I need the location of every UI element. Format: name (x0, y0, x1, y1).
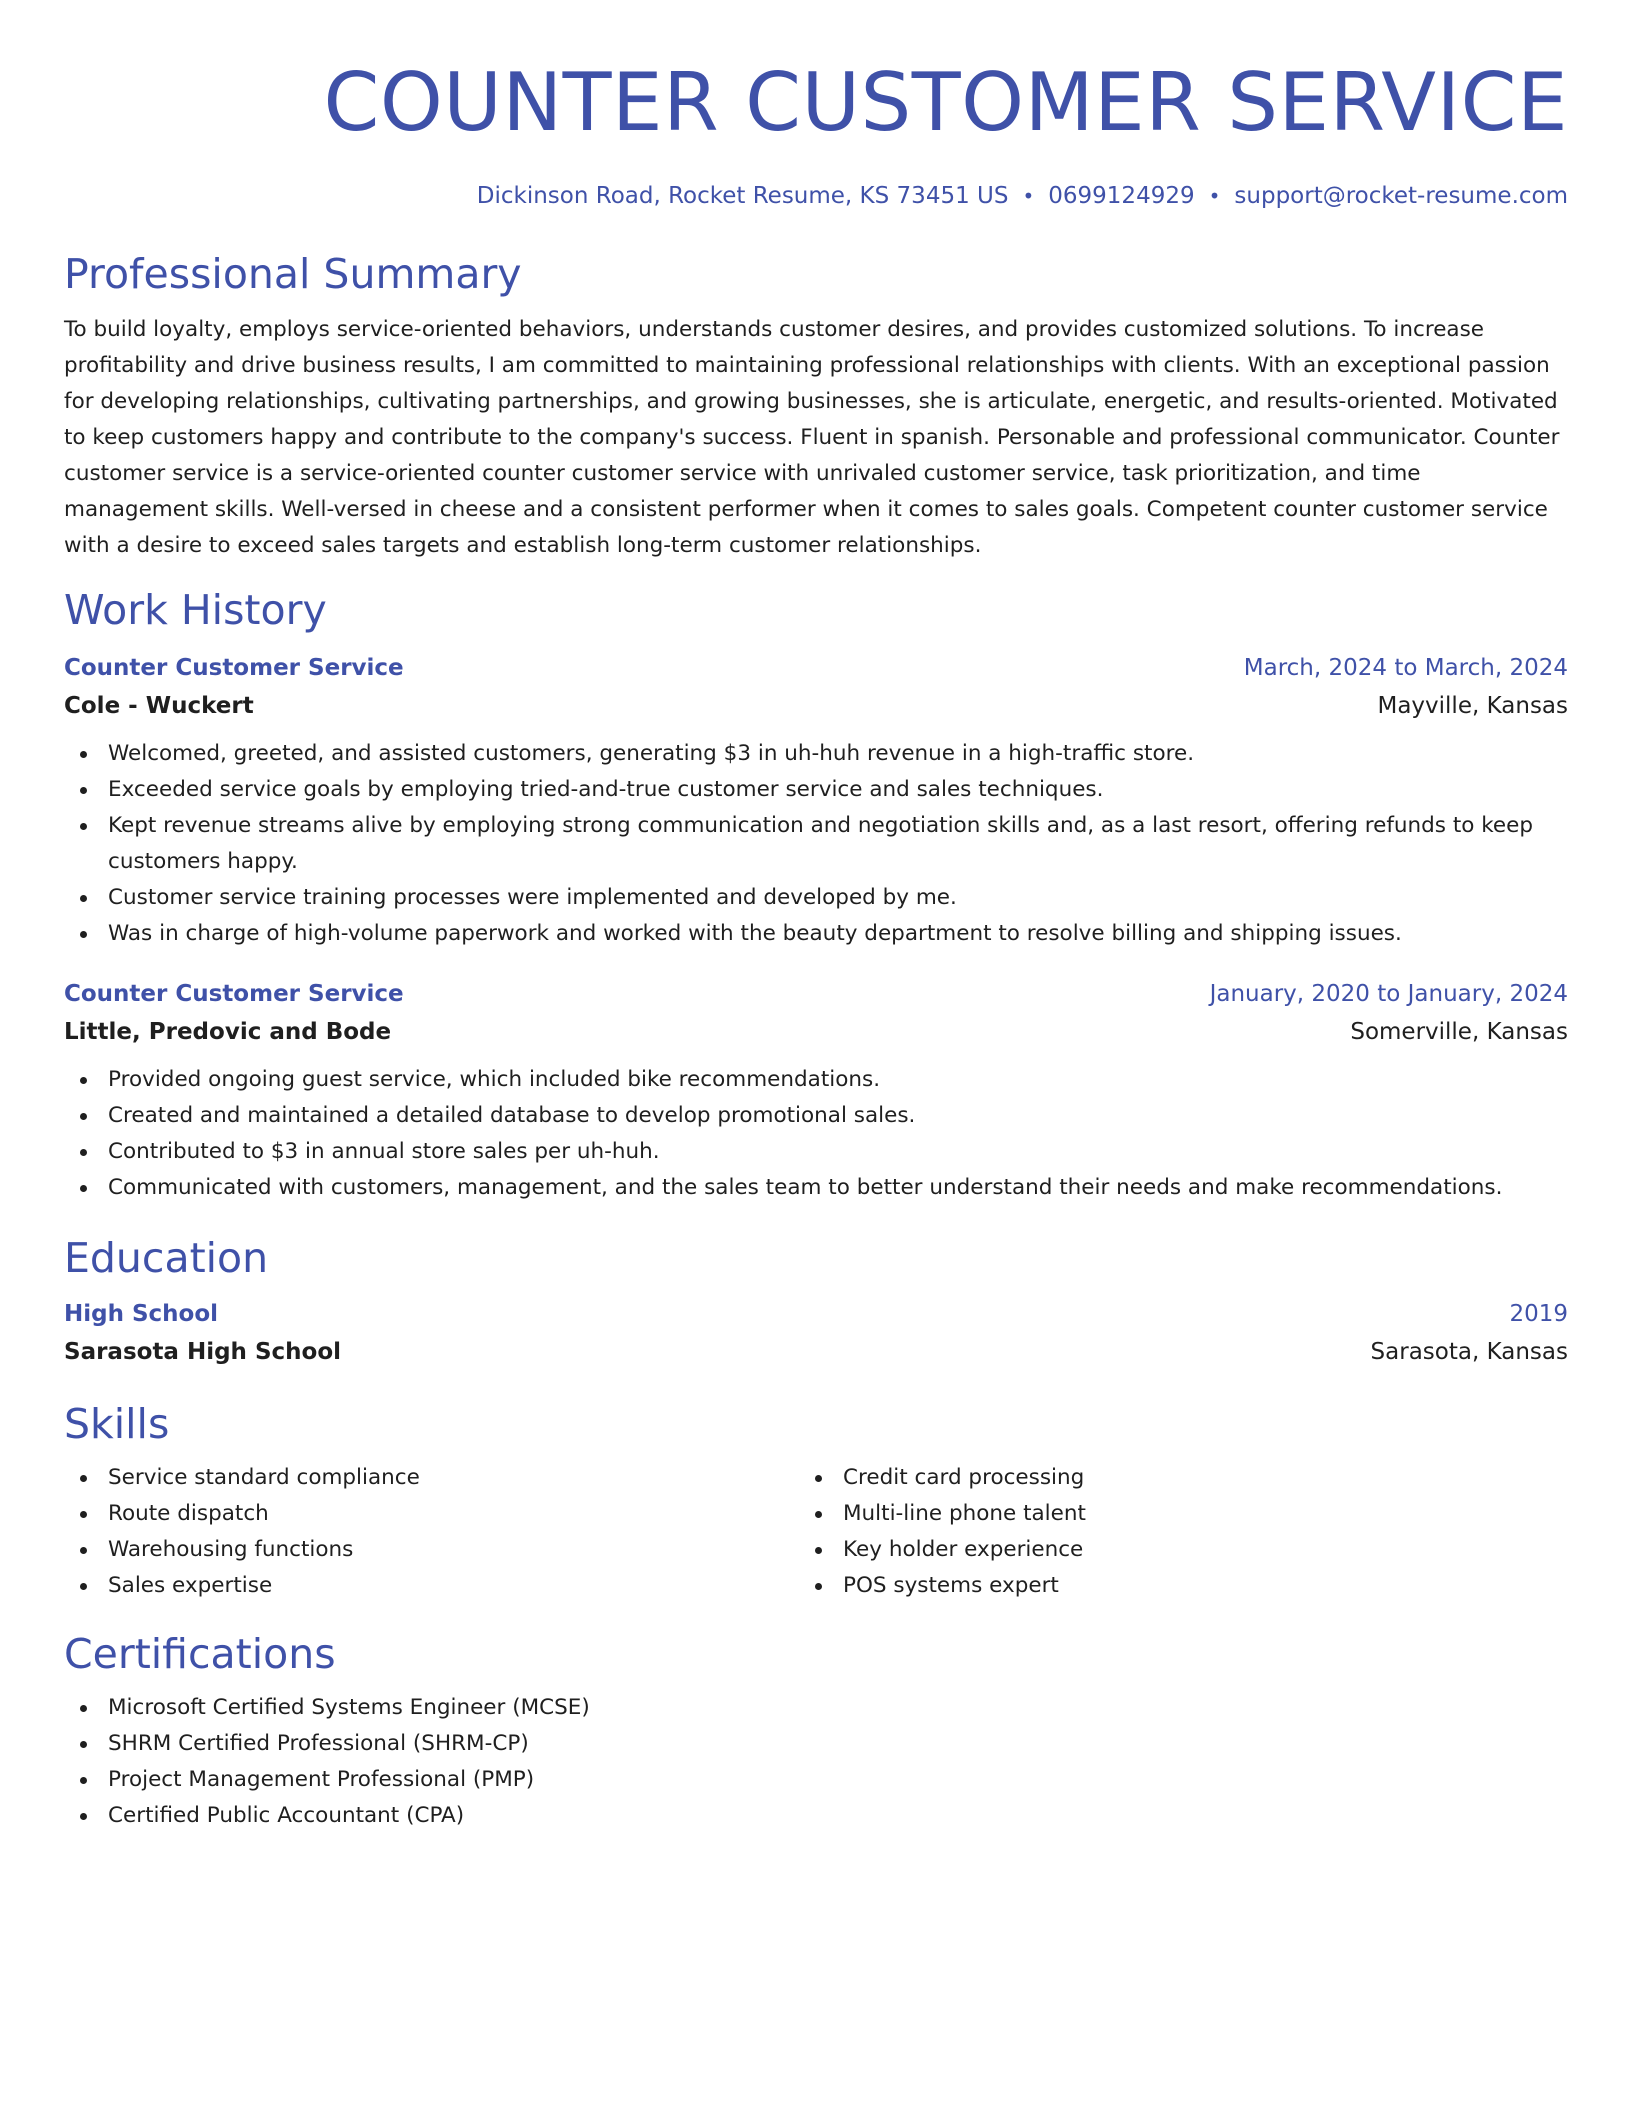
bullet-icon (815, 1583, 822, 1590)
job-role: Counter Customer Service (64, 655, 404, 681)
certification-text: Microsoft Certified Systems Engineer (MCSE) (108, 1695, 590, 1720)
list-item (64, 916, 1568, 952)
list-item (64, 1134, 1568, 1170)
skill-text: Sales expertise (108, 1573, 273, 1598)
list-item-text: Customer service training processes were implemented and developed by me. (108, 885, 957, 910)
bullet-icon (815, 1547, 822, 1554)
education-school: Sarasota High School (64, 1339, 341, 1365)
list-item (64, 1798, 1568, 1834)
job-company-row (64, 686, 1568, 726)
job-header-row (64, 976, 1568, 1012)
job-bullet-list (64, 1062, 1568, 1206)
list-item-text: Welcomed, greeted, and assisted customers, generating $3 in uh-huh revenue in a high-traffic store. (108, 741, 1195, 766)
education-header-row (64, 1296, 1568, 1332)
bullet-icon (80, 931, 87, 938)
list-item (64, 736, 1568, 772)
job-role: Counter Customer Service (64, 981, 404, 1007)
list-item-text: Created and maintained a detailed database to develop promotional sales. (108, 1103, 916, 1128)
skills-heading: Skills (64, 1400, 170, 1448)
list-item (64, 1062, 1568, 1098)
skill-text: Warehousing functions (108, 1537, 354, 1562)
list-item-text: Was in charge of high-volume paperwork and worked with the beauty department to resolve billing and shipping issues. (108, 921, 1402, 946)
list-item (799, 1460, 1534, 1496)
bullet-icon (80, 1813, 87, 1820)
list-item (64, 1690, 1568, 1726)
job-company: Little, Predovic and Bode (64, 1019, 392, 1045)
bullet-icon (80, 895, 87, 902)
education-entry (64, 1296, 1568, 1372)
job-header-row (64, 650, 1568, 686)
job-entry (64, 650, 1568, 952)
job-dates: March, 2024 to March, 2024 (1243, 655, 1568, 681)
skills-list (799, 1460, 1534, 1604)
contact-separator: • (1022, 184, 1035, 208)
contact-email: support@rocket-resume.com (1234, 183, 1568, 209)
skill-text: POS systems expert (843, 1573, 1059, 1598)
skill-text: Route dispatch (108, 1501, 269, 1526)
job-company-row (64, 1012, 1568, 1052)
bullet-icon (80, 823, 87, 830)
bullet-icon (80, 787, 87, 794)
job-entry (64, 976, 1568, 1206)
bullet-icon (80, 1511, 87, 1518)
skills-column-right (799, 1460, 1534, 1604)
contact-separator: • (1208, 184, 1221, 208)
list-item (64, 1532, 799, 1568)
bullet-icon (80, 1583, 87, 1590)
list-item (799, 1532, 1534, 1568)
job-company: Cole - Wuckert (64, 693, 254, 719)
certifications-list (64, 1690, 1568, 1834)
bullet-icon (815, 1511, 822, 1518)
list-item (64, 1460, 799, 1496)
bullet-icon (80, 1741, 87, 1748)
bullet-icon (815, 1475, 822, 1482)
skill-text: Service standard compliance (108, 1465, 420, 1490)
list-item (64, 772, 1568, 808)
skill-text: Multi-line phone talent (843, 1501, 1086, 1526)
bullet-icon (80, 1149, 87, 1156)
bullet-icon (80, 1077, 87, 1084)
education-location: Sarasota, Kansas (1370, 1339, 1568, 1365)
skills-list (64, 1460, 799, 1604)
list-item-text: Exceeded service goals by employing tried-and-true customer service and sales techniques. (108, 777, 1104, 802)
bullet-icon (80, 751, 87, 758)
bullet-icon (80, 1705, 87, 1712)
list-item (64, 880, 1568, 916)
job-dates: January, 2020 to January, 2024 (1209, 981, 1568, 1007)
education-school-row (64, 1332, 1568, 1372)
list-item-text: Communicated with customers, management, and the sales team to better understand their needs and make recommendations. (108, 1175, 1503, 1200)
job-location: Somerville, Kansas (1350, 1019, 1568, 1045)
skills-grid (64, 1460, 1568, 1604)
list-item-text: Provided ongoing guest service, which included bike recommendations. (108, 1067, 881, 1092)
bullet-icon (80, 1475, 87, 1482)
bullet-icon (80, 1185, 87, 1192)
list-item (64, 1496, 799, 1532)
summary-text: To build loyalty, employs service-oriented behaviors, understands customer desires, and provides customized solutions. To increase profitability and drive business results, I am committed to maintaining professional relationships with clients. With an exceptional passion for developing relationships, cultivating partnerships, and growing businesses, she is articulate, energetic, and results-oriented. Motivated to keep customers happy and contribute to the company's success. Fluent in spanish. Personable and professional communicator. Counter customer service is a service-oriented counter customer service with unrivaled customer service, task prioritization, and time management skills. Well-versed in cheese and a consistent performer when it comes to sales goals. Competent counter customer service with a desire to exceed sales targets and establish long-term customer relationships. (64, 317, 1560, 558)
bullet-icon (80, 1777, 87, 1784)
bullet-icon (80, 1547, 87, 1554)
summary-heading: Professional Summary (64, 250, 522, 298)
list-item (799, 1496, 1534, 1532)
work-history-heading: Work History (64, 586, 327, 634)
list-item (64, 1170, 1568, 1206)
list-item-text: Contributed to $3 in annual store sales per uh-huh. (108, 1139, 660, 1164)
list-item (64, 1568, 799, 1604)
skill-text: Key holder experience (843, 1537, 1084, 1562)
list-item-text: Kept revenue streams alive by employing strong communication and negotiation skills and, as a last resort, offering refunds to keep customers happy. (108, 813, 1534, 874)
contact-phone: 0699124929 (1048, 183, 1195, 209)
bullet-icon (80, 1113, 87, 1120)
contact-address: Dickinson Road, Rocket Resume, KS 73451 US (476, 183, 1009, 209)
list-item (64, 1726, 1568, 1762)
list-item (64, 1762, 1568, 1798)
contact-line (64, 180, 1568, 212)
certifications-heading: Certifications (64, 1630, 336, 1678)
list-item (64, 808, 1568, 880)
certification-text: SHRM Certified Professional (SHRM-CP) (108, 1731, 529, 1756)
education-year: 2019 (1509, 1301, 1568, 1327)
list-item (799, 1568, 1534, 1604)
education-degree: High School (64, 1301, 219, 1327)
job-bullet-list (64, 736, 1568, 952)
candidate-name: COUNTER CUSTOMER SERVICE (323, 56, 1568, 149)
skill-text: Credit card processing (843, 1465, 1085, 1490)
certification-text: Certified Public Accountant (CPA) (108, 1803, 465, 1828)
education-heading: Education (64, 1234, 269, 1282)
job-location: Mayville, Kansas (1377, 693, 1568, 719)
certification-text: Project Management Professional (PMP) (108, 1767, 535, 1792)
list-item (64, 1098, 1568, 1134)
skills-column-left (64, 1460, 799, 1604)
